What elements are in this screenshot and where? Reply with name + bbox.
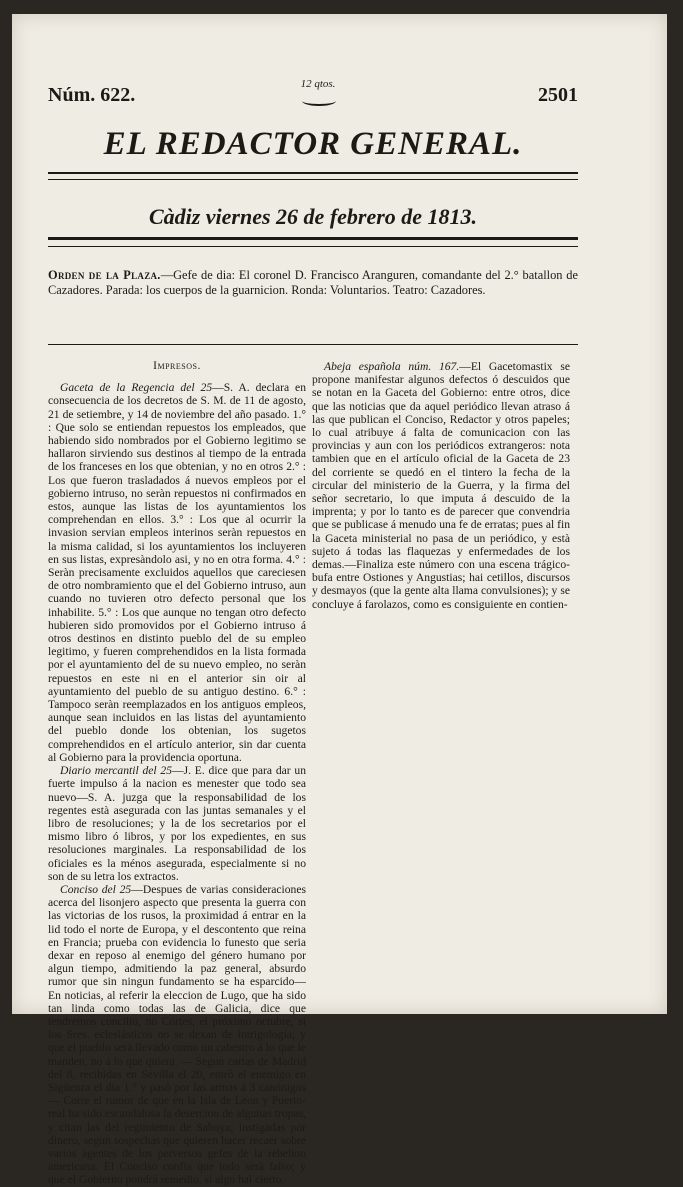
article-source: Conciso del 25 [60,882,132,896]
orden-text: —Gefe de dia: El coronel D. Francisco Aranguren, comandante del 2.° batallon de Cazadores. Parada: los cuerpos de la guarnicion. Ronda: Voluntarios. Teatro: Cazadores. [48,268,578,297]
rule-divider [48,172,578,180]
masthead-title: EL REDACTOR GENERAL. [103,126,523,162]
article-text: —J. E. dice que para dar un fuerte impulso á la nacion es menester que todo sea nuevo—S. A. juzga que la responsabilidad de los regentes està asegurada con las juntas semanales y el libro de resoluciones; y la de los secretarios por el mismo libro ó libros, y por los expedientes, en sus resoluciones marginales. La responsabilidad de los oficiales es la ménos asegurada, especialmente si no son de su letra los extractos. [48,764,306,883]
article-source: Gaceta de la Regencia del 25 [60,381,213,395]
article-paragraph [312,360,570,611]
price: 12 qtos. [300,78,336,90]
column-right [312,360,570,611]
section-heading: Impresos. [153,360,201,372]
article-text: —S. A. declara en consecuencia de los decretos de S. M. de 11 de agosto, 21 de setiembre, y 14 de noviembre del año pasado. 1.° : Que solo se entiendan repuestos los empleados, que habiendo sido nombrados por el Gobierno legitimo se hallaron sirviendo sus destinos al tiempo de la entrada de los franceses en los que obtenian, y no en otros 2.° : Los que fueron trasladados á nuevos empleos por el gobierno intruso, no seràn repuestos ni confirmados en estos, aunque las listas de los ayuntamientos los comprehendan en ellos. 3.° : Los que al ocurrir la invasion servian empleos interinos seràn repuestos en la misma calidad, si los ayuntamientos los incluyeren en sus listas, expresàndolo asi, y no en otra forma. 4.° : Seràn precisamente excluidos aquellos que careciesen de otro nombramiento que el del Gobierno intruso, aun cuando no tuvieren otro defecto personal que los inhabilite. 5.° : Los que aunque no tengan otro defecto hubieren sido promovidos por el Gobierno intruso á otros destinos en distinto pueblo del de su empleo legitimo, y fueren comprehendidos en la lista formada por el ayuntamiento del de su nuevo empleo, no seràn repuestos en este ni en el anterior sin oir al ayuntamiento del pueblo de su antiguo destino. 6.° : Tampoco seràn reemplazados en los antiguos empleos, aunque sean incluidos en las listas del ayuntamiento del pueblo donde los obtenian, los sugetos comprehendidos en el artículo anterior, sin dar cuenta al Gobierno para la providencia oportuna. [48,381,306,764]
article-paragraph [48,764,306,883]
article-source: Abeja española núm. 167. [324,360,460,373]
page-number: 2501 [538,84,578,106]
article-paragraph [48,381,306,764]
column-left [48,360,306,1187]
article-paragraph [48,883,306,1187]
flourish-ornament [302,96,336,106]
orden-de-la-plaza [48,268,578,298]
header-line [48,78,578,112]
dateline: Càdiz viernes 26 de febrero de 1813. [148,204,478,229]
article-source: Diario mercantil del 25 [60,764,172,778]
rule-divider [48,344,578,345]
newspaper-page [12,14,667,1187]
orden-label: Orden de la Plaza. [48,268,161,282]
rule-divider [48,237,578,247]
article-text: —Despues de varias consideraciones acerca del lisonjero aspecto que presenta la guerra con las victorias de los rusos, la proximidad á entrar en la lid todo el norte de Europa, y el descontento que reina en Francia; prueba con evidencia lo funesto que seria dexar en reposo al enemigo del género humano por algun tiempo, admitiendo la paz general, absurdo rumor que sin ningun fundamento se ha esparcido— En noticias, al referir la eleccion de Lugo, que ha sido tan linda como todas las de Galicia, dice que tendremos concilio, no Córtes, el próximo octubre, si los Sres. eclesiásticos no se dexan de intrigología; y que el pueblo serà llevado como un cabestro á lo que le manden, no á lo que quiera. — Segun cartas de Madrid del 8, recibidas en Sevilla el 20, entrò el enemigo en Sigüenza el dia 1.° y pasò por las armas á 3 canónigos— Corre el rumor de que en la Isla de Leon y Puerto-real ha sido escandalosa la desercion de algunas tropas, y citan las del regimiento de Saboya; instigadas por dinero, segun sospechas que quieren hacer recaer sobre varios agentes de los perversos gefes de la rebelion americana. El Conciso confia que todo serà falso; y que el Gobierno pondrà remedio, si algo hai cierto. [48,882,306,1187]
issue-number: Núm. 622. [48,84,136,106]
article-text: —El Gacetomastix se propone manifestar algunos defectos ó descuidos que se notan en la Gaceta del Gobierno: entre otros, dice que las noticias que da aquel periódico llevan atraso á las que publican el Conciso, Redactor y otros papeles; lo cual atribuye á falta de comunicacion con las provincias y aun con los periódicos extrangeros: nota tambien que en el artículo oficial de la Gaceta de 23 del corriente se quedó en el tintero la fecha de la circular del ministerio de la Guerra, y la firma del señor secretario, lo que imputa á descuido de la imprenta; y por lo tanto es de parecer que convendria que se publicase á menudo una fe de erratas; pues al fin la Gaceta ministerial no pasa de un periódico, y està sujeto á todas las flaquezas y enfermedades de los demas.—Finaliza este número con una escena trágico-bufa entre Ostiones y Angustias; hai cetillos, discursos y desmayos (que la gente alta llama convulsiones); y se concluye á farolazos, como es consiguiente en contien- [312,360,570,611]
